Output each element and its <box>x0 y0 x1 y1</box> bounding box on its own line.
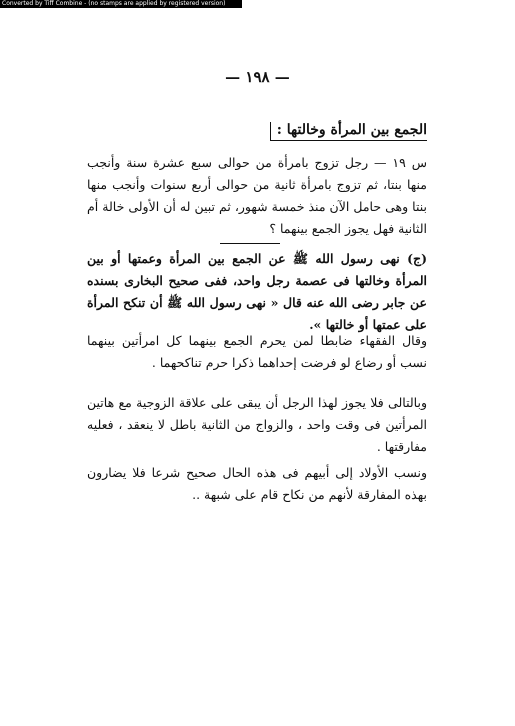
jurists-paragraph: وقال الفقهاء ضابطا لمن يحرم الجمع بينهما كل امرأتين بينهما نسب أو رضاع لو فرضت إحداهما ذكرا حرم تناكحهما . <box>87 333 427 370</box>
answer-paragraph: (ج) نهى رسول الله ﷺ عن الجمع بين المرأة وعمتها أو بين المرأة وخالتها فى عصمة رجل واحد، ففى صحيح البخارى بسنده عن جابر رضى الله عنه قال « نهى رسول الله ﷺ أن تنكح المرأة على عمتها أو خالتها ». <box>87 251 427 332</box>
divider-line <box>220 243 280 244</box>
conversion-banner: Converted by Tiff Combine - (no stamps are applied by registered version) <box>0 0 242 8</box>
page-number: — ١٩٨ — <box>225 68 290 86</box>
question-paragraph: س ١٩ — رجل تزوج بامرأة من حوالى سبع عشرة سنة وأنجب منها بنتا، ثم تزوج بامرأة ثانية من حوالى أربع سنوات وأنجب منها بنتا وهى حامل الآن منذ خمسة شهور، ثم تبين له أن الأولى خالة أم الثانية فهل يجوز الجمع بينهما ؟ <box>87 155 427 236</box>
lineage-paragraph: ونسب الأولاد إلى أبيهم فى هذه الحال صحيح شرعا فلا يضارون بهذه المفارقة لأنهم من نكاح قام على شبهة .. <box>87 465 427 502</box>
ruling-paragraph: وبالتالى فلا يجوز لهذا الرجل أن يبقى على علاقة الزوجية مع هاتين المرأتين فى وقت واحد ، والزواج من الثانية باطل لا ينعقد ، فعليه مفارقتها . <box>87 395 427 454</box>
section-heading: الجمع بين المرأة وخالتها : <box>270 122 427 141</box>
